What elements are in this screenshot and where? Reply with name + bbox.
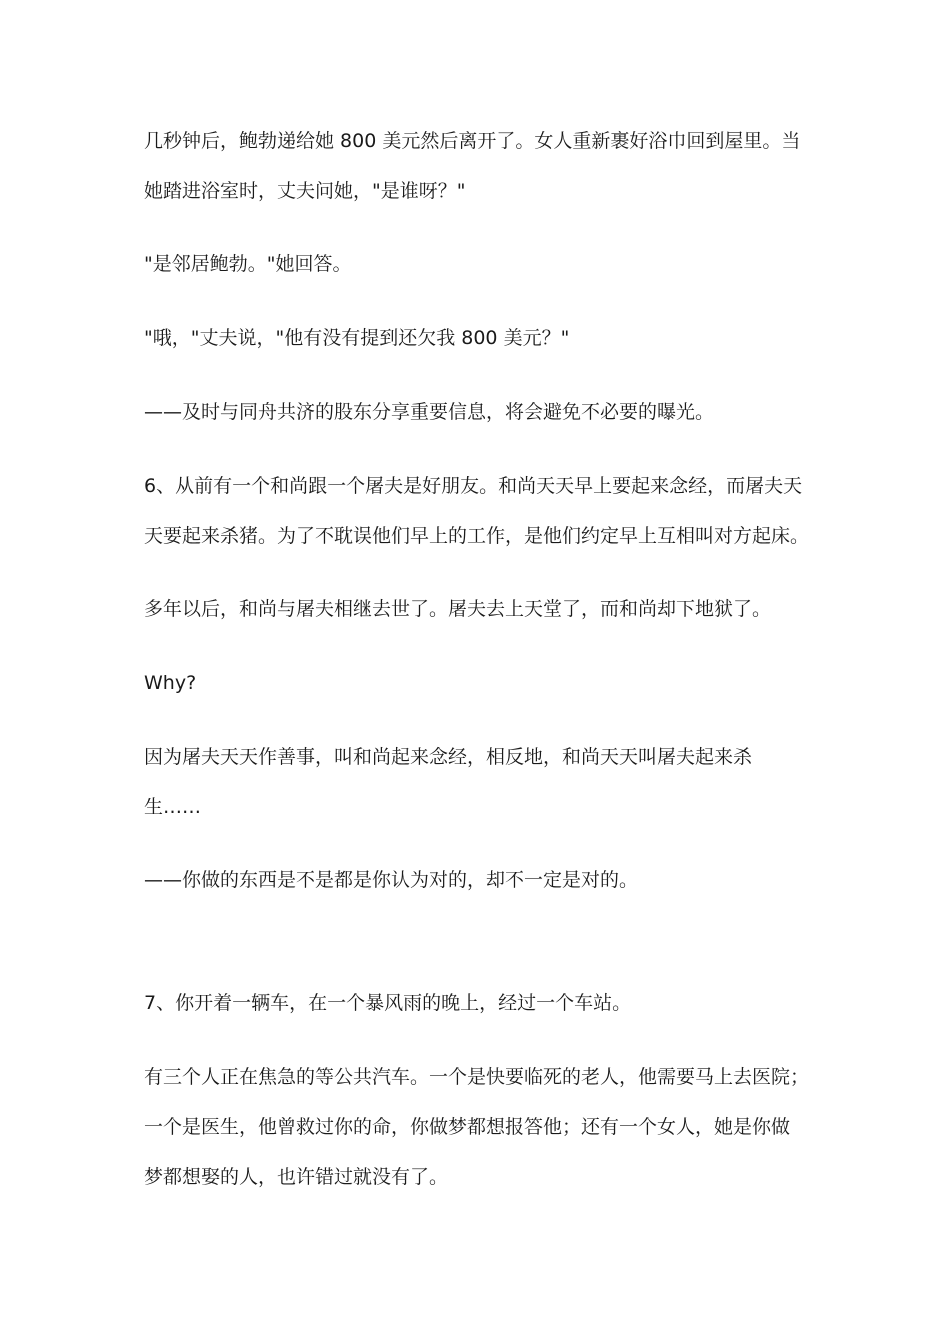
text-line: 因为屠夫天天作善事，叫和尚起来念经，相反地，和尚天天叫屠夫起来杀: [144, 746, 753, 768]
paragraph-why: [144, 658, 814, 708]
text-line: ——及时与同舟共济的股东分享重要信息，将会避免不必要的曝光。: [144, 401, 715, 423]
text-line: "哦，"丈夫说，"他有没有提到还欠我 800 美元？": [144, 327, 570, 349]
text-line: 天要起来杀猪。为了不耽误他们早上的工作，是他们约定早上互相叫对方起床。: [144, 525, 810, 547]
text-line: ——你做的东西是不是都是你认为对的，却不一定是对的。: [144, 869, 639, 891]
paragraph-moral-2: [144, 855, 814, 905]
paragraph-husband-question: [144, 313, 814, 363]
paragraph-because: [144, 732, 814, 832]
paragraph-story-6: [144, 461, 814, 561]
paragraph-years-later: [144, 584, 814, 634]
paragraph-bob-leaves: [144, 116, 814, 216]
paragraph-story-7: [144, 978, 814, 1028]
text-line: 7、你开着一辆车，在一个暴风雨的晚上，经过一个车站。: [144, 992, 632, 1014]
paragraph-wife-answer: [144, 239, 814, 289]
text-line: 一个是医生，他曾救过你的命，你做梦都想报答他；还有一个女人，她是你做: [144, 1116, 791, 1138]
text-line: 6、从前有一个和尚跟一个屠夫是好朋友。和尚天天早上要起来念经，而屠夫天: [144, 475, 803, 497]
text-line: 几秒钟后，鲍勃递给她 800 美元然后离开了。女人重新裹好浴巾回到屋里。当: [144, 130, 801, 152]
text-line: 她踏进浴室时，丈夫问她，"是谁呀？": [144, 180, 466, 202]
text-line: 有三个人正在焦急的等公共汽车。一个是快要临死的老人，他需要马上去医院；: [144, 1066, 810, 1088]
paragraph-three-people: [144, 1052, 814, 1202]
text-line: 梦都想娶的人，也许错过就没有了。: [144, 1166, 449, 1188]
text-line: 多年以后，和尚与屠夫相继去世了。屠夫去上天堂了，而和尚却下地狱了。: [144, 598, 772, 620]
text-line: "是邻居鲍勃。"她回答。: [144, 253, 352, 275]
text-line: Why?: [144, 672, 197, 694]
text-line: 生……: [144, 796, 202, 818]
paragraph-moral-1: [144, 387, 814, 437]
